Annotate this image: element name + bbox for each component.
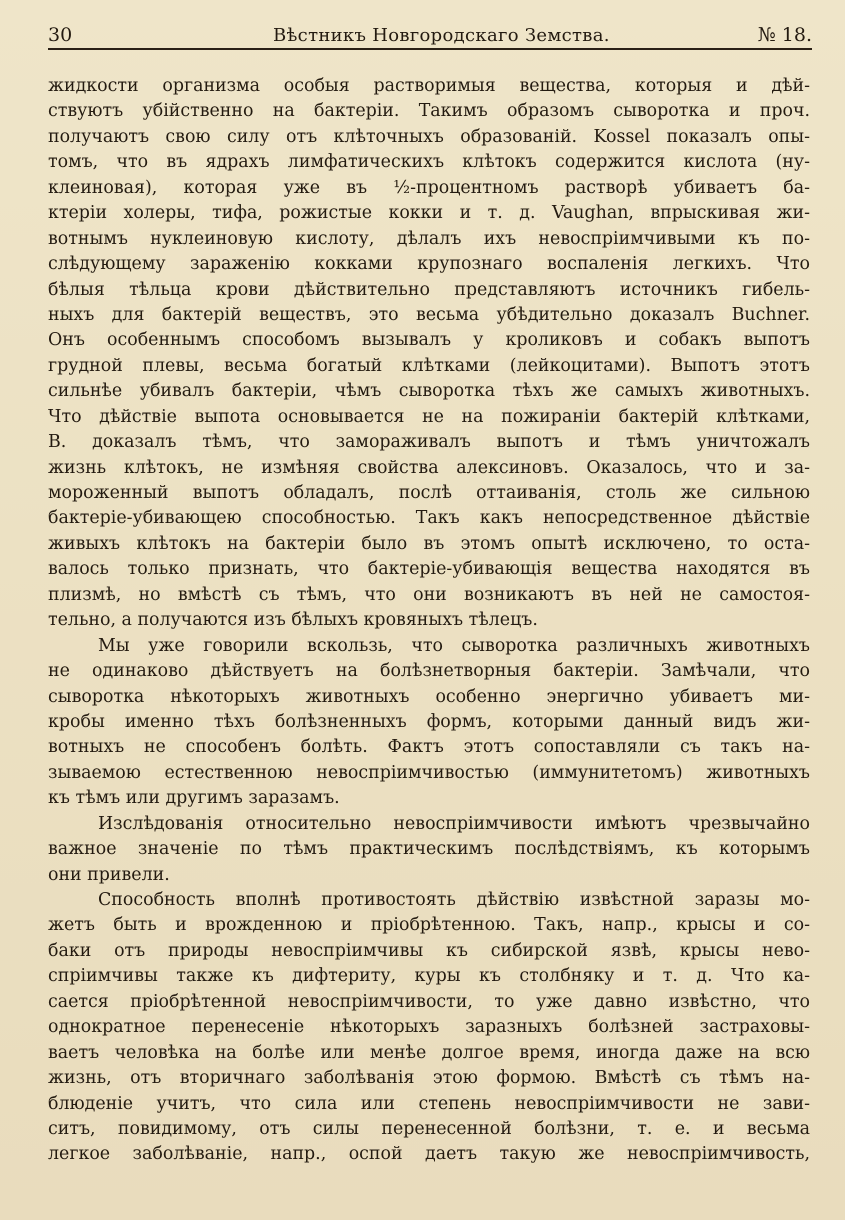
text-line: сается пріобрѣтенной невоспріимчивости, то уже давно извѣстно, что [48,991,810,1012]
text-line: однократное перенесеніе нѣкоторыхъ заразныхъ болѣзней застраховы- [48,1017,810,1038]
text-line: легкое заболѣваніе, напр., оспой даетъ такую же невоспріимчивость, [48,1144,810,1165]
text-line: вотнымъ нуклеиновую кислоту, дѣлалъ ихъ невоспріимчивыми къ по- [48,228,810,249]
text-line: вотныхъ не способенъ болѣть. Фактъ этотъ сопоставляли съ такъ на- [48,737,810,758]
text-line: сыворотка нѣкоторыхъ животныхъ особенно энергично убиваетъ ми- [48,686,810,707]
text-line: зываемою естественною невоспріимчивостью (иммунитетомъ) животныхъ [48,762,810,783]
text-line: Мы уже говорили вскользь, что сыворотка различныхъ животныхъ [98,635,810,656]
text-line: бѣлыя тѣльца крови дѣйствительно представляютъ источникъ гибель- [48,279,810,300]
header-rule [48,48,812,50]
text-line: живыхъ клѣтокъ на бактеріи было въ этомъ опытѣ исключено, то оста- [48,533,810,554]
text-line: ситъ, повидимому, отъ силы перенесенной болѣзни, т. е. и весьма [48,1118,810,1139]
text-line: жетъ быть и врожденною и пріобрѣтенною. Такъ, напр., крысы и со- [48,915,810,936]
text-line: мороженный выпотъ обладалъ, послѣ оттаиванія, столь же сильною [48,483,810,503]
text-line: ствуютъ убійственно на бактеріи. Такимъ образомъ сыворотка и проч. [48,101,810,122]
text-line: не одинаково дѣйствуетъ на болѣзнетворныя бактеріи. Замѣчали, что [48,661,810,682]
text-line: жидкости организма особыя растворимыя вещества, которыя и дѣй- [48,76,810,96]
text-line: Онъ особеннымъ способомъ вызывалъ у кроликовъ и собакъ выпотъ [48,330,810,351]
text-line: они привели. [48,864,170,885]
text-line: тельно, а получаются изъ бѣлыхъ кровяныхъ тѣлецъ. [48,610,538,631]
text-line: къ тѣмъ или другимъ заразамъ. [48,788,340,809]
text-line: томъ, что въ ядрахъ лимфатическихъ клѣтокъ содержится кислота (ну- [48,152,810,173]
text-line: важное значеніе по тѣмъ практическимъ послѣдствіямъ, къ которымъ [48,839,810,860]
text-line: Изслѣдованія относительно невоспріимчивости имѣютъ чрезвычайно [98,813,810,834]
text-line: жизнь клѣтокъ, не измѣняя свойства алексиновъ. Оказалось, что и за- [48,457,810,478]
text-line: ваетъ человѣка на болѣе или менѣе долгое время, иногда даже на всю [48,1042,810,1063]
text-line: сильнѣе убивалъ бактеріи, чѣмъ сыворотка тѣхъ же самыхъ животныхъ. [48,381,810,402]
text-line: ктеріи холеры, тифа, рожистые кокки и т. д. Vaughan, впрыскивая жи- [48,203,810,224]
text-line: слѣдующему зараженію кокками крупознаго воспаленія легкихъ. Что [48,254,810,275]
text-line: валось только признать, что бактеріе-убивающія вещества находятся въ [48,559,810,580]
text-line: грудной плевы, весьма богатый клѣтками (лейкоцитами). Выпотъ этотъ [48,355,810,376]
text-line: жизнь, отъ вторичнаго заболѣванія этою формою. Вмѣстѣ съ тѣмъ на- [48,1068,810,1089]
issue-number: № 18. [757,24,812,46]
text-line: плизмѣ, но вмѣстѣ съ тѣмъ, что они возникаютъ въ ней не самостоя- [48,584,810,605]
page-number: 30 [48,24,73,46]
text-line: получаютъ свою силу отъ клѣточныхъ образованій. Kossel показалъ опы- [48,126,810,147]
text-line: кробы именно тѣхъ болѣзненныхъ формъ, которыми данный видъ жи- [48,711,810,732]
text-line: блюденіе учитъ, что сила или степень невоспріимчивости не зави- [48,1093,810,1114]
text-line: ныхъ для бактерій веществъ, это весьма убѣдительно доказалъ Buchner. [48,304,810,325]
text-line: спріимчивы также къ дифтериту, куры къ столбняку и т. д. Что ка- [48,966,810,987]
article-body [48,74,810,1168]
text-line: клеиновая), которая уже въ ½-процентномъ растворѣ убиваетъ ба- [48,177,810,198]
text-line: бактеріе-убивающею способностью. Такъ какъ непосредственное дѣйствіе [48,508,810,529]
text-line: B. доказалъ тѣмъ, что замораживалъ выпотъ и тѣмъ уничтожалъ [48,432,810,453]
journal-title: Вѣстникъ Новгородскаго Земства. [273,25,610,46]
text-line: Способность вполнѣ противостоять дѣйствію извѣстной заразы мо- [98,890,810,910]
text-line: Что дѣйствіе выпота основывается не на пожираніи бактерій клѣтками, [48,406,810,427]
text-line: баки отъ природы невоспріимчивы къ сибирской язвѣ, крысы нево- [48,940,810,961]
